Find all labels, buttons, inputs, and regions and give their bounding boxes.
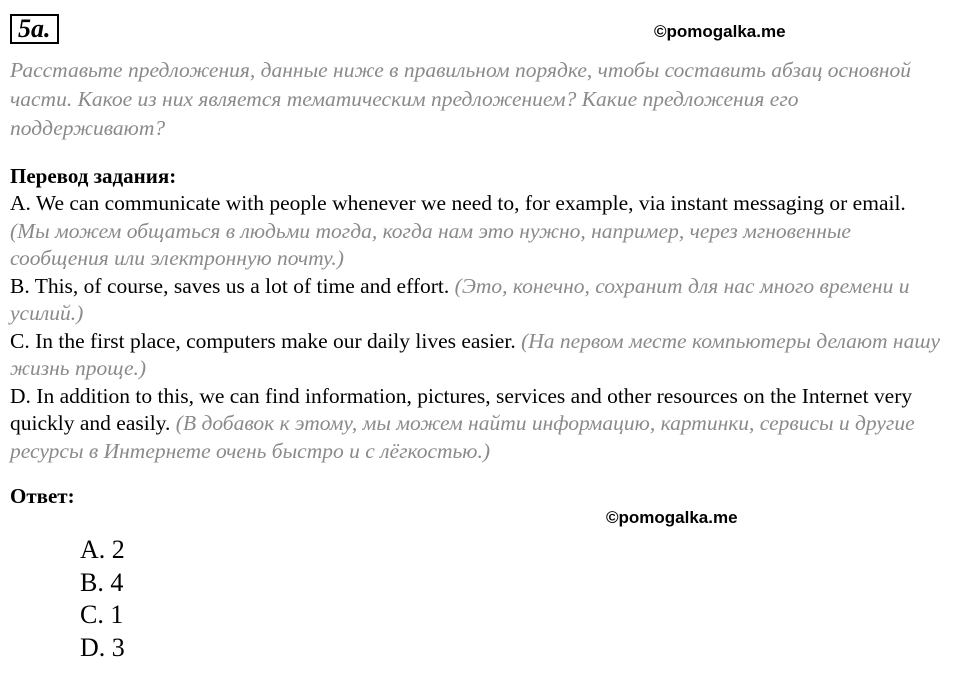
sentence-english: In the first place, computers make our daily lives easier.	[29, 328, 516, 353]
sentence-d	[10, 383, 945, 466]
sentence-letter: B.	[10, 273, 30, 298]
translation-section	[10, 162, 945, 465]
sentence-b	[10, 273, 945, 328]
sentence-c	[10, 328, 945, 383]
sentence-a	[10, 190, 945, 273]
watermark-middle: ©pomogalka.me	[606, 508, 738, 527]
answer-item-c: C. 1	[80, 600, 124, 629]
sentence-letter: C.	[10, 328, 30, 353]
answer-section	[10, 482, 945, 510]
sentence-letter: D.	[10, 383, 31, 408]
sentence-english: We can communicate with people whenever we need to, for example, via instant messaging or email.	[30, 191, 906, 215]
answer-heading: Ответ:	[10, 484, 75, 508]
sentence-russian: (На первом месте компьютеры делают нашу жизнь проще.)	[10, 328, 941, 380]
sentence-russian: (В добавок к этому, мы можем найти информацию, картинки, сервисы и другие ресурсы в Интернете очень быстро и с лёгкостью.)	[10, 411, 915, 463]
sentence-russian: (Мы можем общаться в людьми тогда, когда нам это нужно, например, через мгновенные сообщения или электронную почту.)	[10, 218, 851, 270]
answer-item-d: D. 3	[80, 632, 125, 662]
sentence-letter: A.	[10, 191, 31, 215]
task-instructions: Расставьте предложения, данные ниже в правильном порядке, чтобы составить абзац основной части. Какое из них является тематическим предложением? Какие предложения его поддерживают?	[10, 58, 912, 140]
answer-item-b: B. 4	[80, 567, 124, 597]
translation-heading: Перевод задания:	[10, 164, 177, 188]
sentence-english: This, of course, saves us a lot of time and effort.	[29, 273, 450, 298]
sentence-english: In addition to this, we can find information, pictures, services and other resources on the Internet very quickly and easily.	[10, 383, 913, 435]
exercise-number-badge: 5a.	[10, 14, 59, 44]
watermark-top: ©pomogalka.me	[654, 22, 786, 41]
answer-item-a: A. 2	[80, 535, 125, 564]
sentence-russian: (Это, конечно, сохранит для нас много времени и усилий.)	[10, 273, 910, 325]
answer-list	[80, 534, 125, 664]
